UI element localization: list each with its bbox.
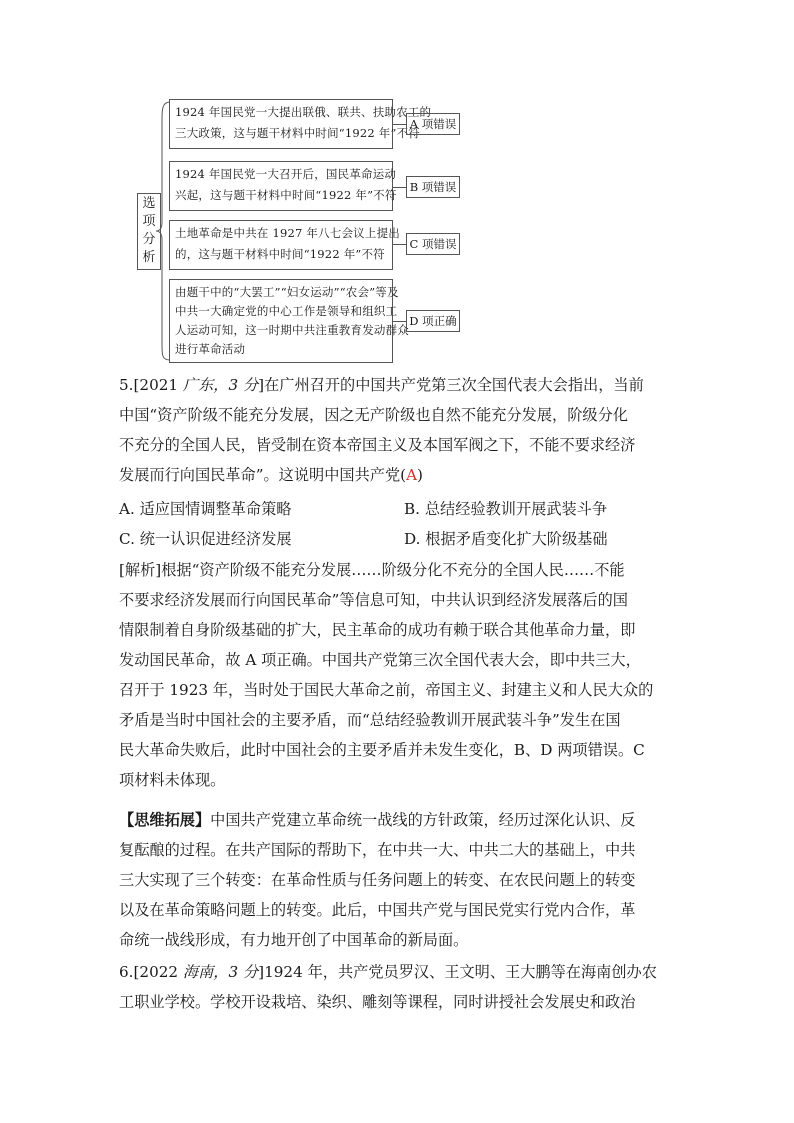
analysis-line: 不要求经济发展而行向国民革命”等信息可知，中共认识到经济发展落后的国	[119, 591, 628, 609]
option-d-line: 人运动可知，这一时期中共注重教育发动群众	[175, 323, 409, 337]
choice-d: D. 根据矛盾变化扩大阶级基础	[404, 530, 608, 548]
analysis-line: 发动国民革命，故 A 项正确。中国共产党第三次全国代表大会，即中共三大，	[119, 651, 641, 669]
question-5-stem-line	[119, 460, 679, 490]
side-label-option-analysis	[137, 193, 161, 270]
source-region: 广东，3 分	[182, 376, 259, 394]
choice-a: A. 适应国情调整革命策略	[119, 500, 292, 518]
option-b-line: 1924 年国民党一大召开后，国民革命运动	[175, 167, 397, 181]
question-6-stem	[119, 957, 679, 1017]
option-b-connector	[393, 187, 406, 188]
analysis-line: 民大革命失败后，此时中国社会的主要矛盾并未发生变化，B、D 两项错误。C	[119, 741, 645, 759]
choices-row-1	[119, 494, 679, 524]
analysis-line: 矛盾是当时中国社会的主要矛盾，而“总结经验教训开展武装斗争”发生在国	[119, 711, 621, 729]
source-bracket-close: ]	[258, 963, 265, 981]
analysis-line: 项材料未体现。	[119, 771, 226, 789]
question-5-stem	[119, 370, 679, 490]
option-c-connector	[393, 244, 406, 245]
side-label-char: 析	[142, 250, 156, 265]
analysis-line: 召开于 1923 年，当时处于国民大革命之前，帝国主义、封建主义和人民大众的	[119, 681, 654, 699]
source-region: 海南，3 分	[182, 963, 259, 981]
choices-row-2	[119, 524, 679, 554]
answer-letter: A	[406, 466, 418, 484]
option-a-line: 三大政策，这与题干材料中时间“1922 年”不符	[175, 126, 420, 140]
question-5-stem-line	[119, 370, 679, 400]
question-5-analysis	[119, 555, 679, 795]
side-label-char: 项	[142, 214, 156, 229]
source-bracket-close: ]	[258, 376, 265, 394]
stem-text: )	[417, 466, 423, 484]
side-label-char: 分	[142, 232, 156, 247]
question-6-stem-line	[119, 957, 679, 987]
option-d-result: D 项正确	[406, 310, 460, 332]
stem-text: 不充分的全国人民，皆受制在资本帝国主义及本国军阀之下，不能不要求经济	[119, 436, 636, 454]
option-b-analysis-box	[169, 161, 397, 211]
extension-title: 【思维拓展】	[119, 811, 211, 829]
option-c-line: 的，这与题干材料中时间“1922 年”不符	[175, 247, 385, 261]
choice-c: C. 统一认识促进经济发展	[119, 530, 292, 548]
stem-text: 在广州召开的中国共产党第三次全国代表大会指出，当前	[264, 376, 644, 394]
stem-text: 发展而行向国民革命”。这说明中国共产党(	[119, 466, 407, 484]
option-a-analysis-box	[169, 99, 432, 149]
option-a-result: A 项错误	[406, 113, 460, 135]
option-d-line: 中共一大确定党的中心工作是领导和组织工	[175, 304, 398, 318]
stem-text: 1924 年，共产党员罗汉、王文明、王大鹏等在海南创办农	[264, 963, 657, 981]
option-d-line: 进行革命活动	[175, 342, 246, 356]
option-d-analysis-box	[169, 279, 409, 363]
side-label-char: 选	[142, 196, 156, 211]
option-b-result: B 项错误	[406, 176, 460, 198]
option-a-line: 1924 年国民党一大提出联俄、联共、扶助农工的	[175, 105, 432, 119]
thinking-extension	[119, 805, 679, 955]
analysis-line: [解析]根据“资产阶级不能充分发展……阶级分化不充分的全国人民……不能	[119, 561, 625, 579]
analysis-line: 情限制着自身阶级基础的扩大，民主革命的成功有赖于联合其他革命力量，即	[119, 621, 636, 639]
option-analysis-diagram	[0, 0, 794, 370]
question-number: 5.	[119, 376, 134, 394]
option-c-analysis-box	[169, 220, 400, 270]
option-c-result: C 项错误	[406, 233, 460, 255]
stem-text: 中国“资产阶级不能充分发展，因之无产阶级也自然不能充分发展，阶级分化	[119, 406, 628, 424]
option-d-connector	[393, 321, 406, 322]
extension-line: 命统一战线形成，有力地开创了中国革命的新局面。	[119, 931, 469, 949]
extension-line: 以及在革命策略问题上的转变。此后，中国共产党与国民党实行党内合作，革	[119, 901, 636, 919]
extension-line: 复酝酿的过程。在共产国际的帮助下，在中共一大、中共二大的基础上，中共	[119, 841, 636, 859]
option-d-line: 由题干中的“大罢工”“妇女运动”“农会”等及	[175, 285, 399, 299]
brace-bracket	[0, 0, 794, 370]
source-bracket-open: [2022	[133, 963, 183, 981]
stem-text: 工职业学校。学校开设栽培、染织、雕刻等课程，同时讲授社会发展史和政治	[119, 993, 636, 1011]
extension-text: 中国共产党建立革命统一战线的方针政策，经历过深化认识、反	[210, 811, 636, 829]
question-number: 6.	[119, 963, 134, 981]
option-a-connector	[393, 124, 406, 125]
option-c-line: 土地革命是中共在 1927 年八七会议上提出	[175, 226, 400, 240]
choice-b: B. 总结经验教训开展武装斗争	[404, 500, 608, 518]
source-bracket-open: [2021	[133, 376, 183, 394]
option-b-line: 兴起，这与题干材料中时间“1922 年”不符	[175, 188, 397, 202]
extension-line	[119, 805, 679, 835]
extension-line: 三大实现了三个转变：在革命性质与任务问题上的转变、在农民问题上的转变	[119, 871, 636, 889]
